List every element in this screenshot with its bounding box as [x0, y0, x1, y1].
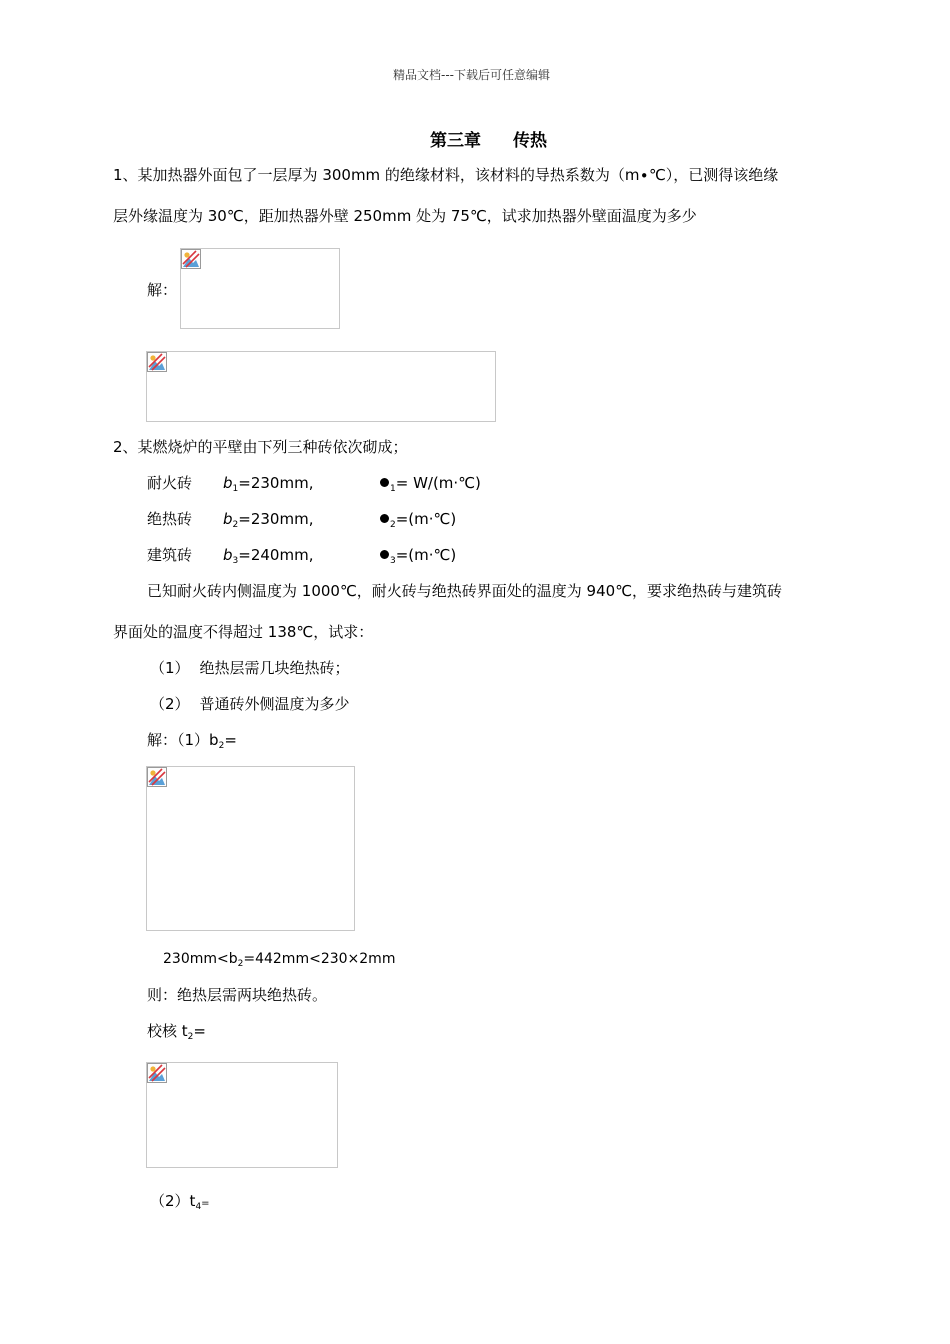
- brick-conductivity-2: $_2$=(m·℃): [380, 509, 456, 529]
- q2-equation-image-2: [146, 1062, 338, 1168]
- brick-thickness-2: $b_2=230mm$,: [223, 510, 314, 530]
- broken-image-icon: [147, 767, 167, 787]
- brick-row-3: [147, 545, 192, 565]
- chapter-title-topic: 传热: [513, 131, 547, 151]
- q2-equation-image-1: [146, 766, 355, 931]
- page-header: 精品文档---下载后可任意编辑: [393, 68, 550, 82]
- q2-part2-label: $(2)t_4=$: [150, 1192, 210, 1212]
- brick-name: 耐火砖: [147, 474, 193, 492]
- brick-row-1: [147, 473, 192, 493]
- brick-thickness-3: $b_3=240mm$,: [223, 546, 314, 566]
- q1-solution-label: 解：: [147, 281, 178, 299]
- brick-name: 绝热砖: [147, 510, 193, 528]
- chapter-title: [430, 126, 547, 151]
- q2-paragraph-2: 界面处的温度不得超过 138℃，试求：: [113, 623, 374, 641]
- q2-inequality: $230mm<b_2=442mm<230\times 2mm$: [163, 951, 396, 969]
- q2-conclusion: 则：绝热层需两块绝热砖。: [147, 986, 328, 1004]
- brick-conductivity-1: $_1$= W/(m·℃): [380, 473, 481, 493]
- lambda-symbol: [380, 478, 389, 487]
- brick-conductivity-3: $_3$=(m·℃): [380, 545, 456, 565]
- q2-paragraph-1: 已知耐火砖内侧温度为 1000℃，耐火砖与绝热砖界面处的温度为 940℃，要求绝热砖与建筑砖: [147, 582, 783, 600]
- q1-equation-image-1: [180, 248, 340, 329]
- q2-solution-label: 解：$(1)b_2=$: [147, 731, 237, 751]
- q2-check-label: 校核 $t_2=$: [147, 1022, 206, 1042]
- lambda-symbol: [380, 550, 389, 559]
- brick-thickness-1: $b_1=230mm$,: [223, 474, 314, 494]
- q2-intro: 2、某燃烧炉的平壁由下列三种砖依次砌成；: [113, 438, 408, 456]
- q2-subquestion-2: （2） 普通砖外侧温度为多少: [150, 695, 350, 713]
- broken-image-icon: [147, 1063, 167, 1083]
- brick-name: 建筑砖: [147, 546, 193, 564]
- brick-row-2: [147, 509, 192, 529]
- q1-equation-image-2: [146, 351, 496, 422]
- q1-line-2: 层外缘温度为 30℃，距加热器外壁 250mm 处为 75℃，试求加热器外壁面温度为多少: [113, 207, 697, 225]
- broken-image-icon: [181, 249, 201, 269]
- q2-subquestion-1: （1） 绝热层需几块绝热砖；: [150, 659, 350, 677]
- broken-image-icon: [147, 352, 167, 372]
- chapter-title-number: 第三章: [430, 131, 481, 151]
- q1-line-1: 1、某加热器外面包了一层厚为 300mm 的绝缘材料，该材料的导热系数为（m∙℃），已测得该绝缘: [113, 166, 779, 184]
- lambda-symbol: [380, 514, 389, 523]
